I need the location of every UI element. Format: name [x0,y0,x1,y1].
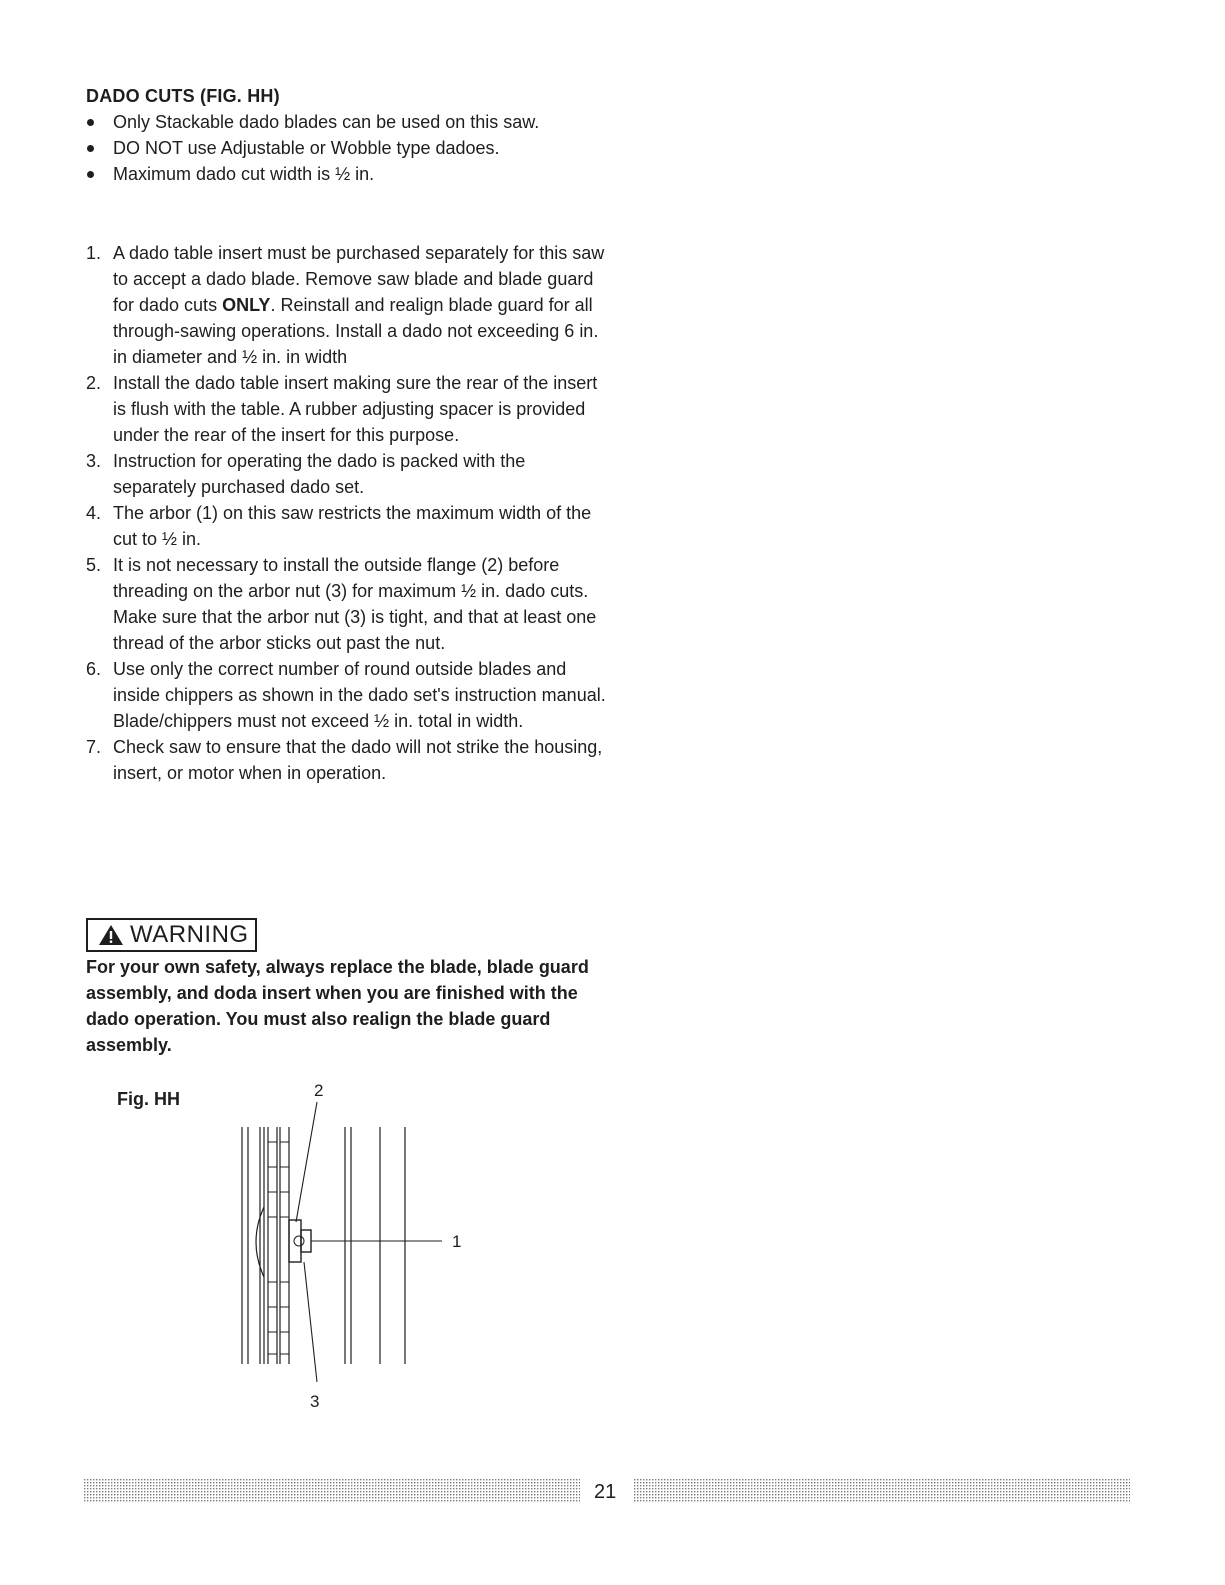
step-number: 3. [86,451,102,471]
step-text: It is not necessary to install the outside flange (2) before threading on the arbor nut (3) for maximum ½ in. dado cuts. Make sure that the arbor nut (3) is tight, and that at least one thread of the arbor sticks out past the nut. [113,555,597,653]
step-item [86,240,606,370]
step-item [86,734,606,786]
section-heading: DADO CUTS (FIG. HH) [86,86,280,106]
footer-band-left [84,1479,580,1503]
step-item [86,370,606,448]
step-item [86,656,606,734]
callout-label: 1 [452,1232,462,1251]
callout-label: 3 [310,1392,320,1411]
step-text: Instruction for operating the dado is packed with the separately purchased dado set. [113,451,526,497]
step-number: 4. [86,503,102,523]
page-number: 21 [594,1481,617,1503]
step-text: The arbor (1) on this saw restricts the maximum width of the cut to ½ in. [113,503,592,549]
step-number: 6. [86,659,102,679]
step-item [86,448,606,500]
callout-label: 2 [314,1081,324,1100]
warning-triangle-icon [98,924,124,946]
step-text: Use only the correct number of round outside blades and inside chippers as shown in the dado set's instruction manual. Blade/chippers must not exceed ½ in. total in width. [113,659,606,731]
step-text: Check saw to ensure that the dado will not strike the housing, insert, or motor when in operation. [113,737,603,783]
steps-list [86,240,606,786]
step-item [86,552,606,656]
step-text-continued: . Reinstall and realign blade guard for all through-sawing operations. Install a dado not exceeding 6 in. in diameter and ½ in. in width [113,295,599,367]
step-number: 2. [86,373,102,393]
bullet-item: Only Stackable dado blades can be used on this saw. [86,109,606,135]
bullet-item: Maximum dado cut width is ½ in. [86,161,606,187]
step-emphasis: ONLY [222,295,271,315]
step-number: 7. [86,737,102,757]
step-number: 1. [86,243,102,263]
step-number: 5. [86,555,102,575]
footer-band-right [634,1479,1130,1503]
step-item [86,500,606,552]
dado-stack-figure [230,1072,480,1417]
warning-label: WARNING [130,921,249,948]
figure-label: Fig. HH [117,1089,180,1109]
warning-text: For your own safety, always replace the blade, blade guard assembly, and doda insert when you are finished with the dado operation. You must also realign the blade guard assembly. [86,957,589,1055]
warning-box [86,918,257,952]
bullet-list [86,109,606,187]
step-text: Install the dado table insert making sure the rear of the insert is flush with the table. A rubber adjusting spacer is provided under the rear of the insert for this purpose. [113,373,598,445]
bullet-item: DO NOT use Adjustable or Wobble type dadoes. [86,135,606,161]
step-text: A dado table insert must be purchased separately for this saw to accept a dado blade. Remove saw blade and blade guard for dado cuts [113,243,605,315]
